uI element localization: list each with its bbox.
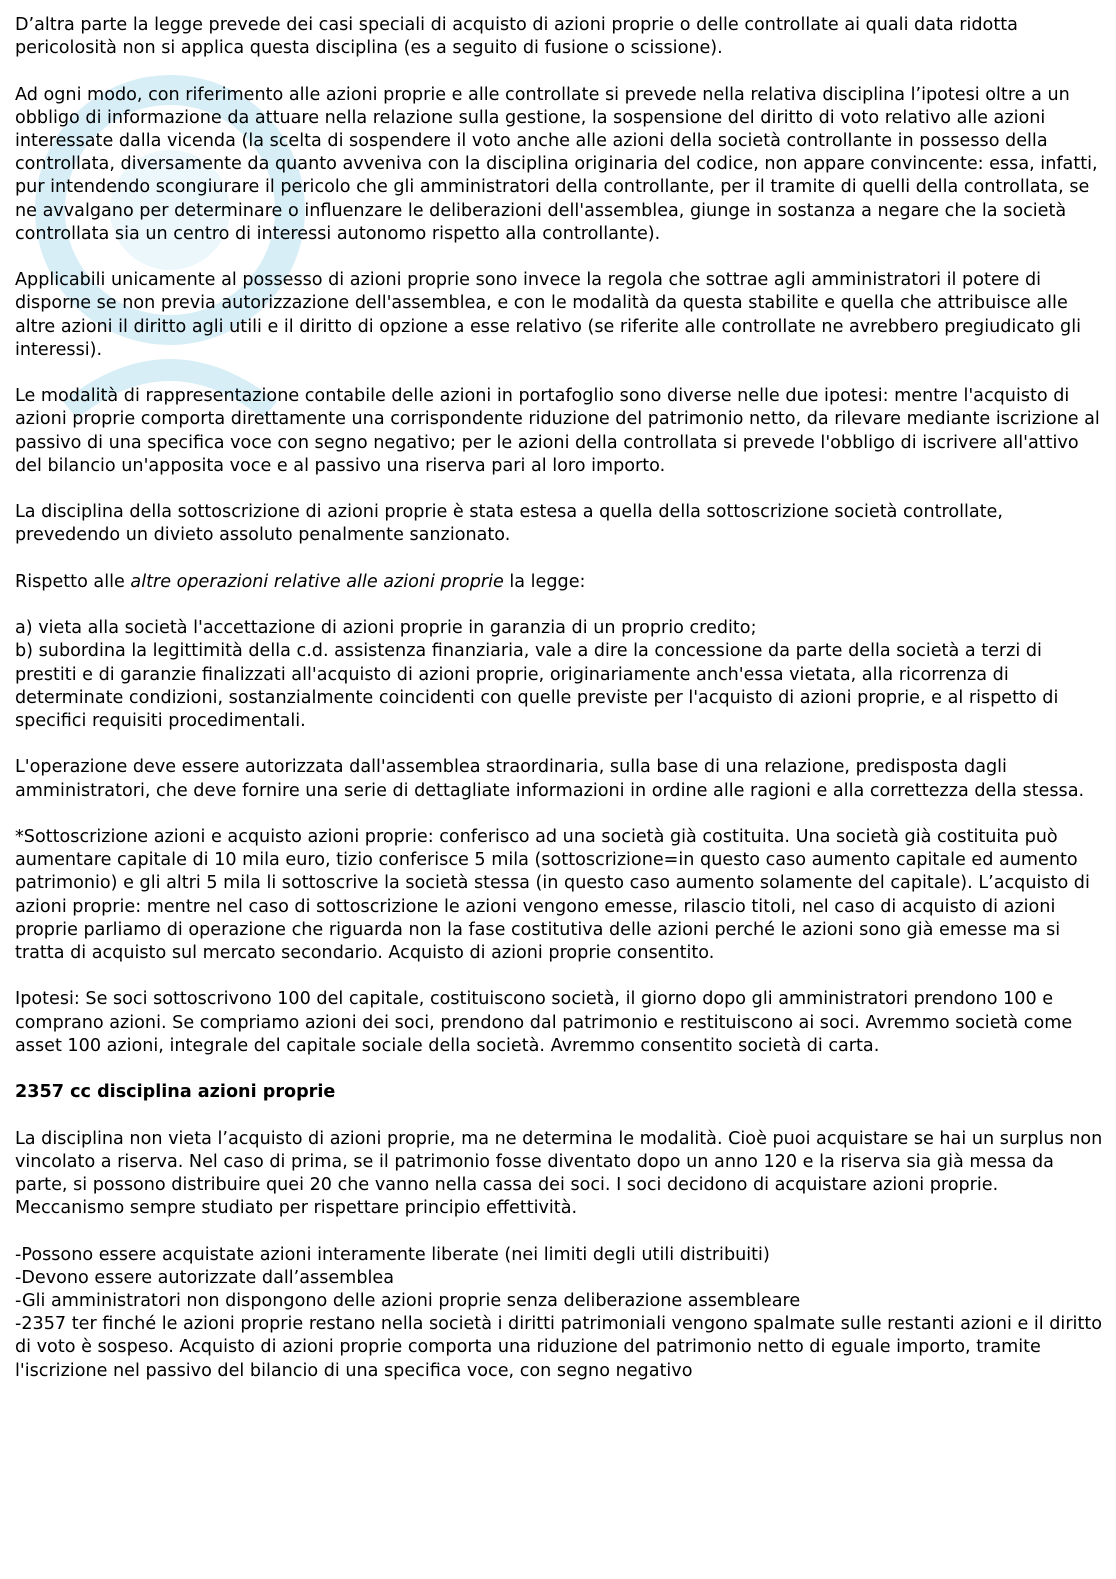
- paragraph-6: [15, 571, 1103, 594]
- paragraph-4: Le modalità di rappresentazione contabile delle azioni in portafoglio sono diverse nelle due ipotesi: mentre l'acquisto di azioni proprie comporta direttamente una corrispondente riduzione del patrimonio netto, da rilevare mediante iscrizione al passivo di una specifica voce con segno negativo; per le azioni della controllata si prevede l'obbligo di iscrivere all'attivo del bilancio un'apposita voce e al passivo una riserva pari al loro importo.: [15, 386, 1100, 476]
- operations-list: [15, 617, 1103, 733]
- paragraph-6-text-start: Rispetto alle: [15, 571, 131, 592]
- paragraph-3: Applicabili unicamente al possesso di azioni proprie sono invece la regola che sottrae agli amministratori il potere di disporne se non previa autorizzazione dell'assemblea, e con le modalità da questa stabilite e quella che attribuisce alle altre azioni il diritto agli utili e il diritto di opzione a esse relativo (se riferite alle controllate ne avrebbero pregiudicato gli interessi).: [15, 270, 1081, 360]
- rule-item-1: -Possono essere acquistate azioni interamente liberate (nei limiti degli utili distribuiti): [15, 1244, 770, 1265]
- list-item-a: a) vieta alla società l'accettazione di azioni proprie in garanzia di un proprio credito;: [15, 618, 757, 639]
- paragraph-5: La disciplina della sottoscrizione di azioni proprie è stata estesa a quella della sottoscrizione società controllate, prevedendo un divieto assoluto penalmente sanzionato.: [15, 502, 1003, 546]
- rules-list: [15, 1244, 1103, 1383]
- document-page: [15, 14, 1103, 1406]
- list-item-b: b) subordina la legittimità della c.d. assistenza finanziaria, vale a dire la concessione da parte della società a terzi di prestiti e di garanzie finalizzati all'acquisto di azioni proprie, originariamente anch'essa vietata, alla ricorrenza di determinate condizioni, sostanzialmente coincidenti con quelle previste per l'acquisto di azioni proprie, e al rispetto di specifici requisiti procedimentali.: [15, 641, 1059, 731]
- rule-item-2: -Devono essere autorizzate dall’assemblea: [15, 1267, 394, 1288]
- paragraph-9: Ipotesi: Se soci sottoscrivono 100 del capitale, costituiscono società, il giorno dopo gli amministratori prendono 100 e comprano azioni. Se compriamo azioni dei soci, prendono dal patrimonio e restituiscono ai soci. Avremmo società come asset 100 azioni, integrale del capitale sociale della società. Avremmo consentito società di carta.: [15, 989, 1073, 1056]
- section-heading: 2357 cc disciplina azioni proprie: [15, 1082, 336, 1103]
- paragraph-2: Ad ogni modo, con riferimento alle azioni proprie e alle controllate si prevede nella relativa disciplina l’ipotesi oltre a un obbligo di informazione da attuare nella relazione sulla gestione, la sospensione del diritto di voto relativo alle azioni interessate dalla vicenda (la scelta di sospendere il voto anche alle azioni della società controllante in possesso della controllata, diversamente da quanto avveniva con la disciplina originaria del codice, non appare convincente: essa, infatti, pur intendendo scongiurare il pericolo che gli amministratori della controllante, per il tramite di quelli della controllata, se ne avvalgano per determinare o influenzare le deliberazioni dell'assemblea, giunge in sostanza a negare che la società controllata sia un centro di interessi autonomo rispetto alla controllante).: [15, 84, 1098, 244]
- rule-item-4: -2357 ter finché le azioni proprie restano nella società i diritti patrimoniali vengono spalmate sulle restanti azioni e il diritto di voto è sospeso. Acquisto di azioni proprie comporta una riduzione del patrimonio netto di eguale importo, tramite l'iscrizione nel passivo del bilancio di una specifica voce, con segno negativo: [15, 1314, 1103, 1381]
- paragraph-8: *Sottoscrizione azioni e acquisto azioni proprie: conferisco ad una società già costituita. Una società già costituita può aumentare capitale di 10 mila euro, tizio conferisce 5 mila (sottoscrizione=in questo caso aumento capitale ed aumento patrimonio) e gli altri 5 mila li sottoscrive la società stessa (in questo caso aumento solamente del capitale). L’acquisto di azioni proprie: mentre nel caso di sottoscrizione le azioni vengono emesse, rilascio titoli, nel caso di acquisto di azioni proprie parliamo di operazione che riguarda non la fase costitutiva delle azioni perché le azioni sono già emesse ma si tratta di acquisto sul mercato secondario. Acquisto di azioni proprie consentito.: [15, 826, 1090, 963]
- paragraph-10: La disciplina non vieta l’acquisto di azioni proprie, ma ne determina le modalità. Cioè puoi acquistare se hai un surplus non vincolato a riserva. Nel caso di prima, se il patrimonio fosse diventato dopo un anno 120 e la riserva sia già messa da parte, si possono distribuire quei 20 che vanno nella cassa dei soci. I soci decidono di acquistare azioni proprie. Meccanismo sempre studiato per rispettare principio effettività.: [15, 1128, 1103, 1219]
- rule-item-3: -Gli amministratori non dispongono delle azioni proprie senza deliberazione assembleare: [15, 1290, 801, 1311]
- paragraph-6-italic: altre operazioni relative alle azioni proprie: [130, 571, 504, 592]
- paragraph-7: L'operazione deve essere autorizzata dall'assemblea straordinaria, sulla base di una relazione, predisposta dagli amministratori, che deve fornire una serie di dettagliate informazioni in ordine alle ragioni e alla correttezza della stessa.: [15, 757, 1085, 801]
- paragraph-1: D’altra parte la legge prevede dei casi speciali di acquisto di azioni proprie o delle controllate ai quali data ridotta pericolosità non si applica questa disciplina (es a seguito di fusione o scissione).: [15, 15, 1018, 59]
- paragraph-6-text-end: la legge:: [503, 571, 586, 592]
